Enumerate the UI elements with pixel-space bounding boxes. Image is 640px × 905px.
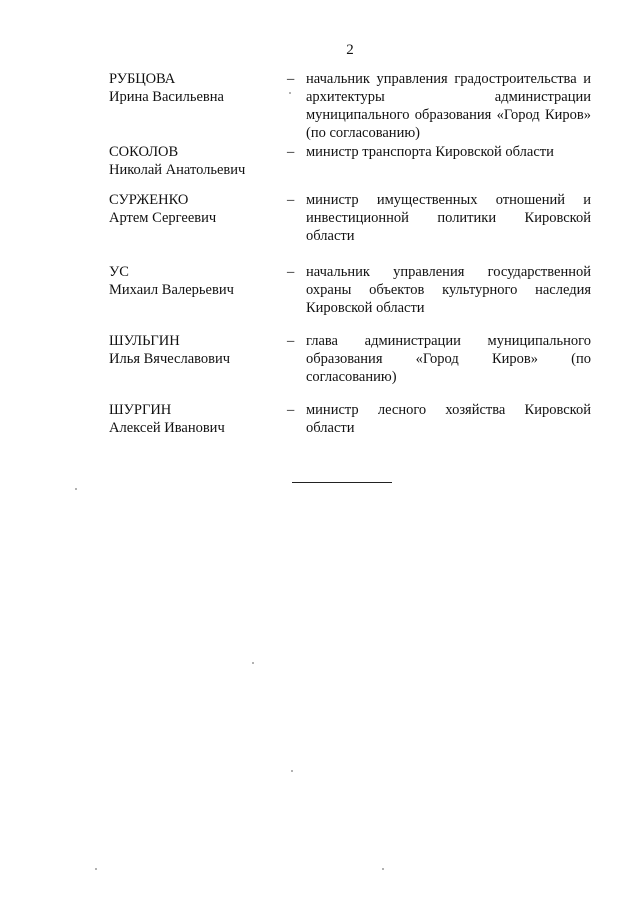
- member-role: начальник управления государственной охраны объектов культурного наследия Кировской области: [306, 264, 591, 316]
- page-number: 2: [346, 42, 354, 58]
- member-name: [109, 191, 284, 227]
- member-entry: [109, 263, 591, 332]
- member-role: глава администрации муниципального образования «Город Киров» (по согласованию): [306, 333, 591, 385]
- entry-dash: –: [287, 71, 295, 87]
- member-entry: [109, 332, 591, 401]
- member-surname: РУБЦОВА: [109, 71, 176, 87]
- member-role: начальник управления градостроительства и архитектуры администрации муниципального образования «Город Киров» (по согласованию): [306, 71, 591, 141]
- member-given-names: Николай Анатольевич: [109, 162, 246, 178]
- member-given-names: Артем Сергеевич: [109, 210, 217, 226]
- member-given-names: Ирина Васильевна: [109, 89, 224, 105]
- member-surname: УС: [109, 264, 129, 280]
- member-role: министр лесного хозяйства Кировской области: [306, 402, 591, 436]
- member-given-names: Михаил Валерьевич: [109, 282, 234, 298]
- member-given-names: Илья Вячеславович: [109, 351, 231, 367]
- member-name: [109, 70, 284, 106]
- scan-speck: [95, 868, 97, 870]
- entry-dash: –: [287, 192, 295, 208]
- member-name: [109, 332, 284, 368]
- member-list: [109, 70, 591, 441]
- scan-speck: [382, 868, 384, 870]
- member-role: министр имущественных отношений и инвестиционной политики Кировской области: [306, 192, 591, 244]
- scan-speck: [75, 488, 77, 490]
- member-entry: [109, 143, 591, 191]
- entry-dash: –: [287, 264, 295, 280]
- member-role: министр транспорта Кировской области: [306, 144, 554, 160]
- scan-speck: [291, 770, 293, 772]
- member-name: [109, 401, 284, 437]
- member-surname: ШУЛЬГИН: [109, 333, 180, 349]
- scan-speck: [252, 662, 254, 664]
- member-surname: ШУРГИН: [109, 402, 172, 418]
- member-name: [109, 143, 284, 179]
- entry-dash: –: [287, 402, 295, 418]
- member-entry: [109, 191, 591, 263]
- member-entry: [109, 70, 591, 143]
- end-rule: [292, 482, 392, 483]
- member-surname: СОКОЛОВ: [109, 144, 179, 160]
- scan-speck: [289, 92, 291, 94]
- member-given-names: Алексей Иванович: [109, 420, 225, 436]
- member-surname: СУРЖЕНКО: [109, 192, 189, 208]
- entry-dash: –: [287, 144, 295, 160]
- member-name: [109, 263, 284, 299]
- entry-dash: –: [287, 333, 295, 349]
- member-entry: [109, 401, 591, 441]
